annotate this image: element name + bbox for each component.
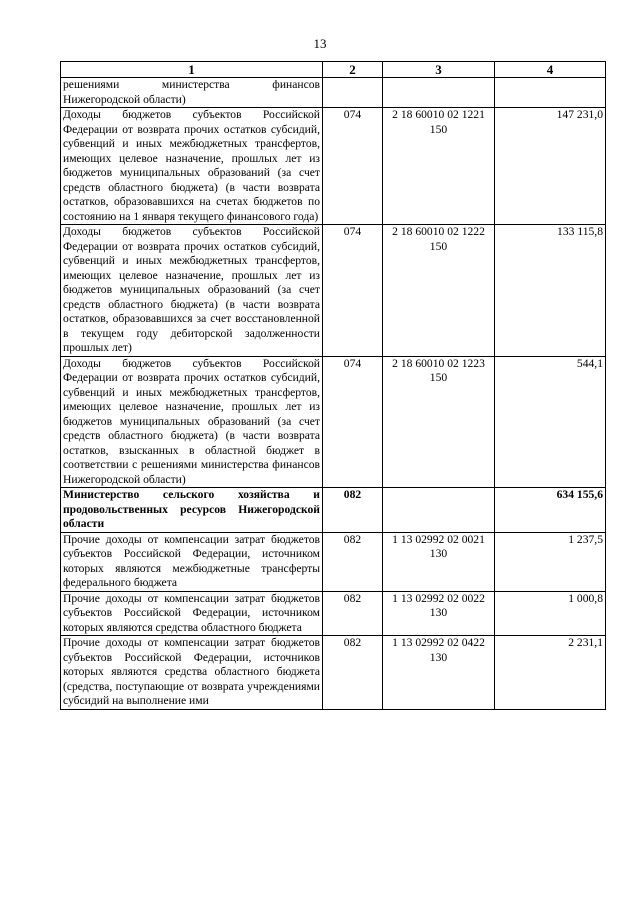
table-row bbox=[61, 591, 606, 636]
table-row bbox=[61, 532, 606, 591]
table-row bbox=[61, 636, 606, 710]
table-row-ministry-total bbox=[61, 488, 606, 533]
row-description: Доходы бюджетов субъектов Российской Федерации от возврата прочих остатков субсидий, субвенций и иных межбюджетных трансфертов, имеющих целевое назначение, прошлых лет из бюджетов муниципальных образований (за счет средств областного бюджета) (в части возврата остатков, образовавшихся за счет восстановленной в текущем году дебиторской задолженности прошлых лет) bbox=[61, 225, 323, 357]
budget-revenue-table bbox=[60, 61, 606, 710]
row-budget-code bbox=[383, 488, 495, 533]
row-admin-code: 082 bbox=[323, 636, 383, 710]
row-budget-code: 2 18 60010 02 1223 150 bbox=[383, 356, 495, 488]
page-number: 13 bbox=[313, 36, 327, 51]
row-amount: 1 237,5 bbox=[495, 532, 606, 591]
table-row bbox=[61, 356, 606, 488]
row-description: решениями министерства финансов Нижегородской области) bbox=[61, 78, 323, 108]
row-amount: 544,1 bbox=[495, 356, 606, 488]
table-header-row bbox=[61, 62, 606, 78]
row-budget-code: 2 18 60010 02 1222 150 bbox=[383, 225, 495, 357]
row-admin-code: 082 bbox=[323, 488, 383, 533]
row-description: Доходы бюджетов субъектов Российской Федерации от возврата прочих остатков субсидий, субвенций и иных межбюджетных трансфертов, имеющих целевое назначение, прошлых лет из бюджетов муниципальных образований (за счет средств областного бюджета) (в части возврата остатков, взысканных в областной бюджет в соответствии с решениями министерства финансов Нижегородской области) bbox=[61, 356, 323, 488]
column-header-1: 1 bbox=[61, 62, 323, 78]
row-admin-code bbox=[323, 78, 383, 108]
row-amount: 634 155,6 bbox=[495, 488, 606, 533]
row-budget-code: 2 18 60010 02 1221 150 bbox=[383, 108, 495, 225]
row-description: Прочие доходы от компенсации затрат бюджетов субъектов Российской Федерации, источником которых являются межбюджетные трансферты федерального бюджета bbox=[61, 532, 323, 591]
column-header-4: 4 bbox=[495, 62, 606, 78]
table-row bbox=[61, 78, 606, 108]
row-description: Прочие доходы от компенсации затрат бюджетов субъектов Российской Федерации, источником которых являются средства областного бюджета bbox=[61, 591, 323, 636]
table-row bbox=[61, 108, 606, 225]
row-amount: 133 115,8 bbox=[495, 225, 606, 357]
row-admin-code: 082 bbox=[323, 532, 383, 591]
row-amount: 147 231,0 bbox=[495, 108, 606, 225]
column-header-2: 2 bbox=[323, 62, 383, 78]
row-budget-code: 1 13 02992 02 0422 130 bbox=[383, 636, 495, 710]
row-amount bbox=[495, 78, 606, 108]
table-row bbox=[61, 225, 606, 357]
row-budget-code: 1 13 02992 02 0021 130 bbox=[383, 532, 495, 591]
row-description: Министерство сельского хозяйства и продовольственных ресурсов Нижегородской области bbox=[61, 488, 323, 533]
row-admin-code: 082 bbox=[323, 591, 383, 636]
column-header-3: 3 bbox=[383, 62, 495, 78]
row-amount: 1 000,8 bbox=[495, 591, 606, 636]
row-admin-code: 074 bbox=[323, 225, 383, 357]
row-description: Прочие доходы от компенсации затрат бюджетов субъектов Российской Федерации, источников которых являются средства областного бюджета (средства, поступающие от возврата учреждениями субсидий на выполнение ими bbox=[61, 636, 323, 710]
row-budget-code bbox=[383, 78, 495, 108]
row-description: Доходы бюджетов субъектов Российской Федерации от возврата прочих остатков субсидий, субвенций и иных межбюджетных трансфертов, имеющих целевое назначение, прошлых лет из бюджетов муниципальных образований (за счет средств областного бюджета) (в части возврата остатков, образовавшихся на счетах бюджетов по состоянию на 1 января текущего финансового года) bbox=[61, 108, 323, 225]
row-admin-code: 074 bbox=[323, 356, 383, 488]
row-admin-code: 074 bbox=[323, 108, 383, 225]
row-budget-code: 1 13 02992 02 0022 130 bbox=[383, 591, 495, 636]
row-amount: 2 231,1 bbox=[495, 636, 606, 710]
